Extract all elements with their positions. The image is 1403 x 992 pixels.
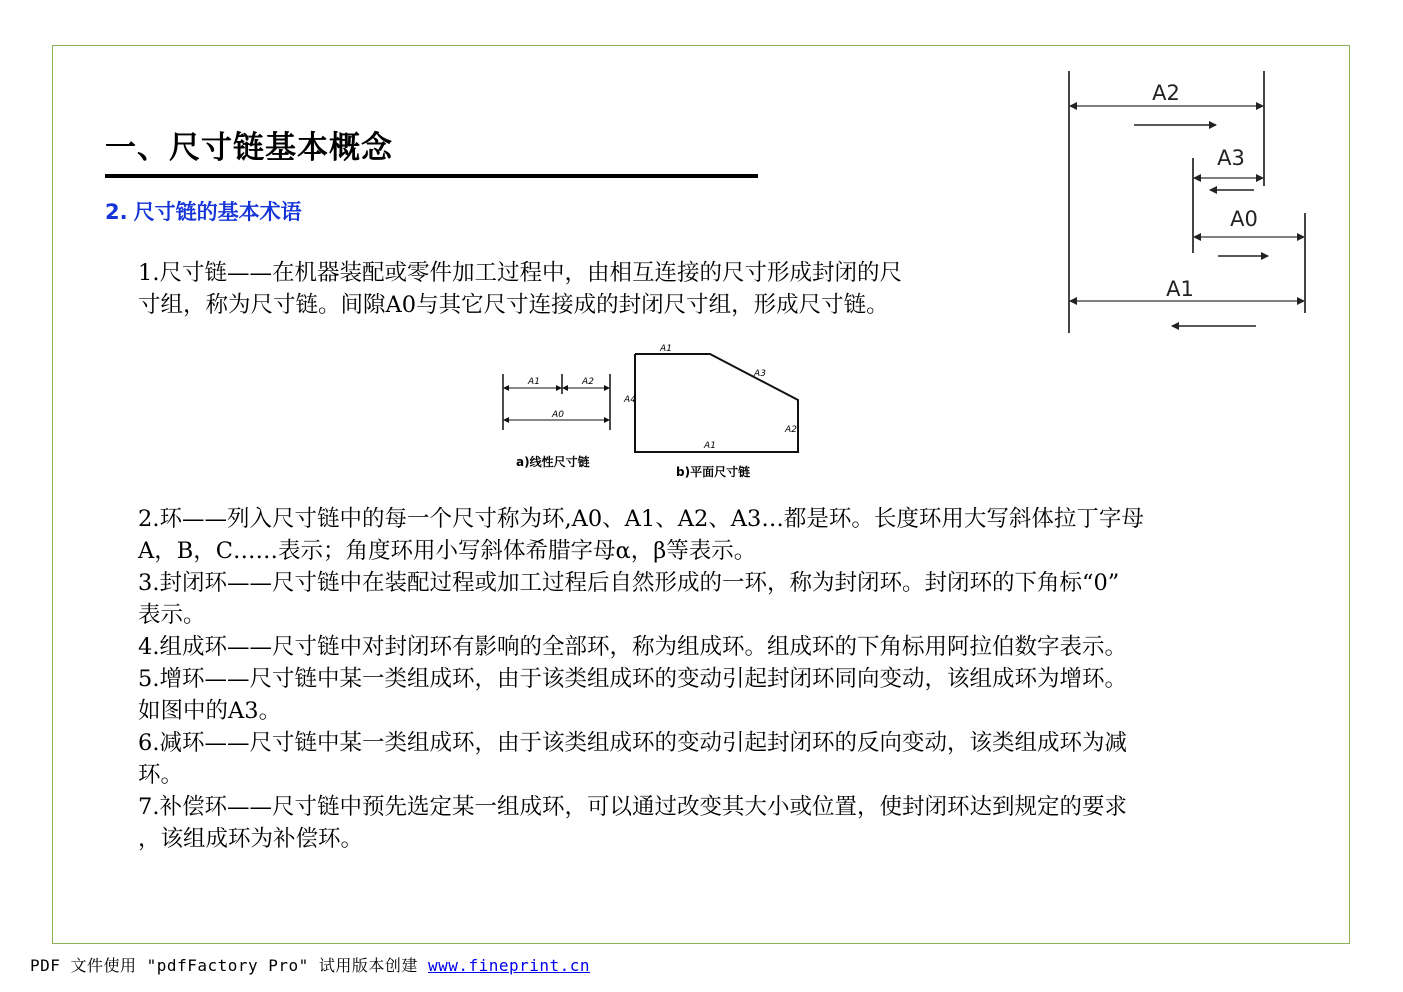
linear-a1-label: A1 [528,377,540,387]
linear-chain [503,374,610,469]
term-line: 7.补偿环——尺寸链中预先选定某一组成环，可以通过改变其大小或位置，使封闭环达到规定的要求 [138,794,1127,820]
term-line: A，B，C……表示；角度环用小写斜体希腊字母α，β等表示。 [138,538,757,564]
page-title: 一、尺寸链基本概念 [105,130,393,166]
linear-a2-label: A2 [582,377,594,387]
planar-a2-label: A2 [785,425,797,435]
planar-a4-label: A4 [624,395,636,405]
planar-a1-bottom-label: A1 [704,441,716,451]
a3-label: A3 [1217,146,1245,170]
definition-line: 寸组，称为尺寸链。间隙A0与其它尺寸连接成的封闭尺寸组，形成尺寸链。 [138,292,889,318]
subheading-text: 尺寸链的基本术语 [133,200,302,224]
a0-label: A0 [1230,207,1258,231]
section-subheading [105,197,302,227]
title-underline [105,174,758,178]
planar-a3-label: A3 [754,369,766,379]
term-line: 5.增环——尺寸链中某一类组成环，由于该类组成环的变动引起封闭环同向变动，该组成环为增环。 [138,666,1127,692]
term-line: ，该组成环为补偿环。 [138,826,364,852]
dimension-chain-diagram [1060,68,1320,338]
term-line: 3.封闭环——尺寸链中在装配过程或加工过程后自然形成的一环，称为封闭环。封闭环的下角标“0” [138,570,1120,596]
pdf-footer [30,955,590,977]
planar-a1-top-label: A1 [660,344,672,354]
term-line: 表示。 [138,602,206,628]
subheading-number: 2. [105,200,128,224]
planar-chain [623,344,798,479]
linear-caption: a)线性尺寸链 [516,455,590,469]
term-line: 环。 [138,762,184,788]
term-line: 6.减环——尺寸链中某一类组成环，由于该类组成环的变动引起封闭环的反向变动，该类组成环为减 [138,730,1127,756]
linear-a0-label: A0 [552,410,564,420]
fineprint-link[interactable]: www.fineprint.cn [427,956,591,975]
footer-text: PDF 文件使用 "pdfFactory Pro" 试用版本创建 [30,956,418,975]
term-line: 如图中的A3。 [138,698,282,724]
a2-label: A2 [1152,81,1180,105]
term-line: 2.环——列入尺寸链中的每一个尺寸称为环,A0、A1、A2、A3…都是环。长度环用大写斜体拉丁字母 [138,506,1144,532]
planar-caption: b)平面尺寸链 [676,465,751,479]
chain-types-figure [498,342,808,482]
term-line: 4.组成环——尺寸链中对封闭环有影响的全部环，称为组成环。组成环的下角标用阿拉伯数字表示。 [138,634,1127,660]
a1-label: A1 [1166,277,1194,301]
definition-line: 1.尺寸链——在机器装配或零件加工过程中，由相互连接的尺寸形成封闭的尺 [138,260,902,286]
